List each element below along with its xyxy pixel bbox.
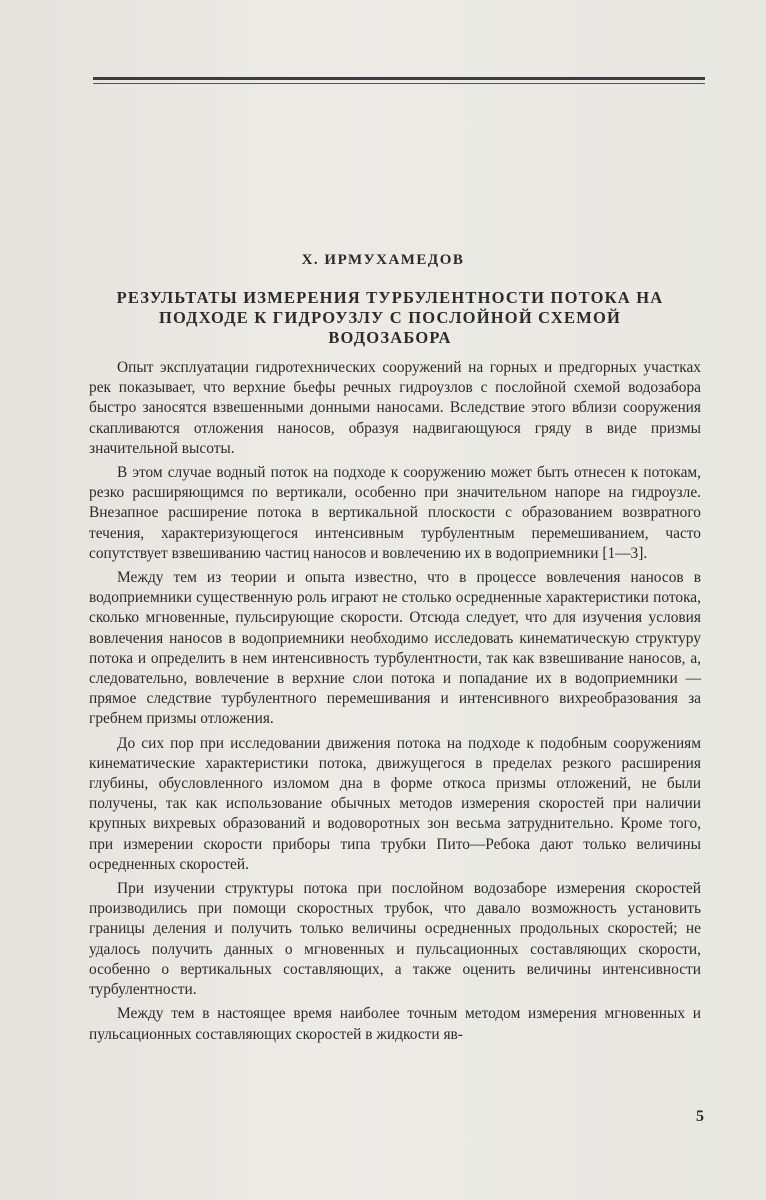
paragraph: При изучении структуры потока при послойном водозаборе измерения скоростей производились при помощи скоростных трубок, что давало возможность установить границы деления и получить только величины осредненных продольных скоростей; не удалось получить данных о мгновенных и пульсационных составляющих скорости, особенно о вертикальных составляющих, а также оценить величины интенсивности турбулентности. [89, 880, 701, 999]
article-title: РЕЗУЛЬТАТЫ ИЗМЕРЕНИЯ ТУРБУЛЕНТНОСТИ ПОТОКА НА ПОДХОДЕ К ГИДРОУЗЛУ С ПОСЛОЙНОЙ СХЕМОЙ ВОДОЗАБОРА [116, 288, 664, 347]
header-rule-thin [93, 83, 705, 84]
paragraph: Опыт эксплуатации гидротехнических сооружений на горных и предгорных участках рек показывает, что верхние бьефы речных гидроузлов с послойной схемой водозабора быстро заносятся взвешенными донными наносами. Вследствие этого вблизи сооружения скапливаются отложения наносов, образуя надвигающуюся гряду в виде призмы значительной высоты. [89, 359, 701, 457]
page-number: 5 [696, 1108, 704, 1125]
paragraph: Между тем из теории и опыта известно, что в процессе вовлечения наносов в водоприемники существенную роль играют не столько осредненные характеристики потока, сколько мгновенные, пульсирующие скорости. Отсюда следует, что для изучения условия вовлечения наносов в водоприемники необходимо исследовать кинематическую структуру потока и определить в нем интенсивность турбулентности, так как взвешивание наносов, а, следовательно, вовлечение в верхние слои потока и попадание их в водоприемники — прямое следствие турбулентного перемешивания и интенсивного вихреобразования за гребнем призмы отложения. [89, 569, 701, 728]
article-body [89, 358, 701, 1049]
author-name: Х. ИРМУХАМЕДОВ [301, 252, 465, 268]
header-rule-thick [93, 77, 705, 80]
paragraph: В этом случае водный поток на подходе к сооружению может быть отнесен к потокам, резко расширяющимся по вертикали, особенно при значительном напоре на гидроузле. Внезапное расширение потока в вертикальной плоскости с образованием возвратного течения, характеризующегося интенсивным турбулентным перемешиванием, часто сопутствует взвешиванию частиц наносов и вовлечению их в водоприемники [1—3]. [89, 464, 701, 562]
paragraph: До сих пор при исследовании движения потока на подходе к подобным сооружениям кинематические характеристики потока, движущегося в пределах резкого расширения глубины, обусловленного изломом дна в форме откоса призмы отложений, не были получены, так как использование обычных методов измерения скоростей при наличии крупных вихревых образований и водоворотных зон весьма затруднительно. Кроме того, при измерении скорости приборы типа трубки Пито—Ребока дают только величины осредненных скоростей. [89, 734, 701, 873]
paragraph: Между тем в настоящее время наиболее точным методом измерения мгновенных и пульсационных составляющих скоростей в жидкости яв- [89, 1005, 701, 1043]
header-rule [93, 77, 705, 87]
